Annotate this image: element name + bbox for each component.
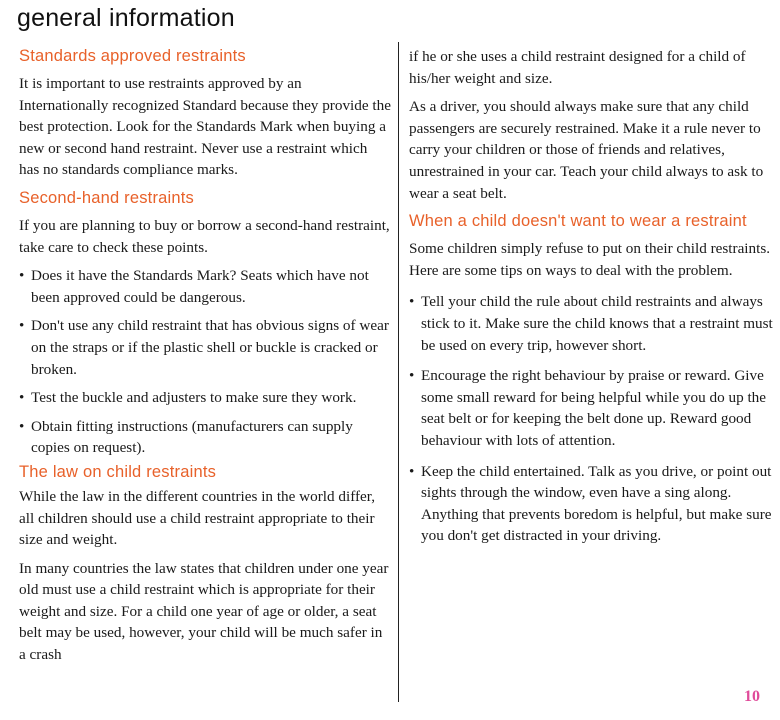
bullet-dot: • (409, 462, 415, 480)
bullet-dot: • (19, 417, 25, 435)
right-column (409, 46, 777, 554)
page-title: general information (17, 4, 235, 32)
bullet-item (409, 461, 777, 547)
bullet-dot: • (19, 317, 25, 335)
left-column (19, 46, 391, 673)
paragraph: if he or she uses a child restraint designed for a child of his/her weight and size. (409, 48, 746, 87)
paragraph: As a driver, you should always make sure that any child passengers are securely restrained. Make it a rule never to carry your children or those of friends and relatives, unrestrained in your car. Teach your child always to ask to wear a seat belt. (409, 98, 764, 202)
section-heading: When a child doesn't want to wear a restraint (409, 212, 747, 231)
section-heading: Standards approved restraints (19, 47, 246, 65)
bullet-item (19, 265, 391, 308)
bullet-text: Keep the child entertained. Talk as you drive, or point out sights through the window, even have a sing along. Anything that prevents boredom is helpful, but make sure you don't get distracted in your driving. (421, 462, 772, 545)
bullet-text: Don't use any child restraint that has obvious signs of wear on the straps or if the plastic shell or buckle is cracked or broken. (31, 317, 389, 378)
page-number: 10 (744, 688, 760, 705)
section-heading: Second-hand restraints (19, 188, 194, 207)
bullet-dot: • (19, 389, 25, 407)
section-heading: The law on child restraints (19, 462, 217, 481)
bullet-item (19, 315, 391, 380)
bullet-dot: • (409, 367, 415, 385)
bullet-item (409, 365, 777, 451)
bullet-text: Obtain fitting instructions (manufacturers can supply copies on request). (31, 417, 353, 457)
column-divider (398, 42, 399, 702)
bullet-dot: • (19, 267, 25, 285)
bullet-item (409, 291, 777, 356)
bullet-item (19, 387, 391, 409)
paragraph: If you are planning to buy or borrow a second-hand restraint, take care to check these points. (19, 216, 390, 256)
bullet-text: Tell your child the rule about child restraints and always stick to it. Make sure the child knows that a restraint must be used on every trip, however short. (421, 293, 773, 354)
bullet-text: Does it have the Standards Mark? Seats which have not been approved could be dangerous. (31, 267, 369, 306)
bullet-item (19, 416, 391, 459)
bullet-dot: • (409, 293, 415, 311)
paragraph: It is important to use restraints approved by an Internationally recognized Standard because they provide the best protection. Look for the Standards Mark when buying a new or second hand restraint. Never use a restraint which has no standards compliance marks. (19, 75, 391, 179)
bullet-text: Test the buckle and adjusters to make sure they work. (31, 389, 357, 407)
paragraph: Some children simply refuse to put on their child restraints. Here are some tips on ways to deal with the problem. (409, 240, 771, 279)
paragraph: In many countries the law states that children under one year old must use a child restraint which is appropriate for their weight and size. For a child one year of age or older, a seat belt may be used, however, your child will be much safer in a crash (19, 559, 389, 664)
bullet-text: Encourage the right behaviour by praise or reward. Give some small reward for being helpful while you do up the seat belt or for keeping the belt done up. Reward good behaviour with lots of attention. (421, 367, 767, 449)
paragraph: While the law in the different countries in the world differ, all children should use a child restraint appropriate to their size and weight. (19, 487, 376, 549)
